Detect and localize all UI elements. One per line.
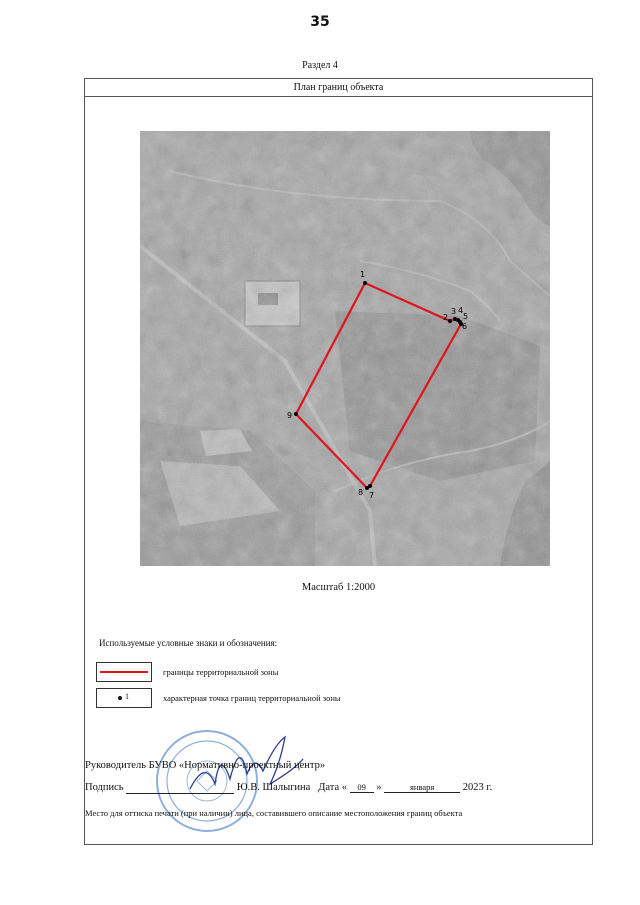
sign-label: Подпись (85, 782, 124, 793)
signature-line (85, 782, 594, 794)
point-label-8: 8 (358, 488, 364, 497)
point-label-3: 3 (451, 307, 457, 316)
date-label: Дата « (318, 782, 348, 793)
point-label-5: 5 (463, 312, 469, 321)
point-label-4: 4 (458, 306, 464, 315)
plan-title: План границ объекта (85, 79, 592, 97)
map-scale: Масштаб 1:2000 (301, 582, 376, 593)
boundary-point-2 (448, 319, 452, 323)
legend-symbol-boundary-line (96, 662, 152, 682)
point-label-2: 2 (443, 313, 449, 322)
aerial-map (140, 131, 550, 566)
date-month: января (384, 782, 460, 793)
legend-point-number: 1 (125, 692, 129, 701)
date-quote-close: » (376, 782, 382, 793)
page-number: 35 (310, 14, 330, 30)
legend-text-point: характерная точка границ территориальной зоны (163, 693, 341, 703)
director-line: Руководитель БУВО «Нормативно-проектный центр» (85, 760, 326, 771)
stamp-note: Место для оттиска печати (при наличии) лица, составившего описание местоположения границ объекта (85, 808, 463, 818)
point-label-6: 6 (462, 322, 468, 331)
plan-frame (84, 78, 593, 845)
section-label: Раздел 4 (302, 60, 338, 71)
map-grain (140, 131, 550, 566)
signature-blank (126, 782, 234, 794)
signatory-name: Ю.В. Шалыгина (236, 782, 311, 793)
point-label-9: 9 (287, 411, 293, 420)
point-label-1: 1 (360, 270, 366, 279)
boundary-point-9 (294, 412, 298, 416)
legend-red-line (100, 671, 148, 673)
date-day: 09 (350, 782, 374, 793)
date-year: 2023 г. (462, 782, 493, 793)
boundary-point-8 (365, 486, 369, 490)
legend-point-dot (118, 696, 122, 700)
boundary-point-1 (363, 281, 367, 285)
point-label-7: 7 (369, 491, 375, 500)
legend-title: Используемые условные знаки и обозначения: (99, 638, 278, 648)
legend-text-boundary: границы территориальной зоны (163, 667, 279, 677)
legend-symbol-point (96, 688, 152, 708)
